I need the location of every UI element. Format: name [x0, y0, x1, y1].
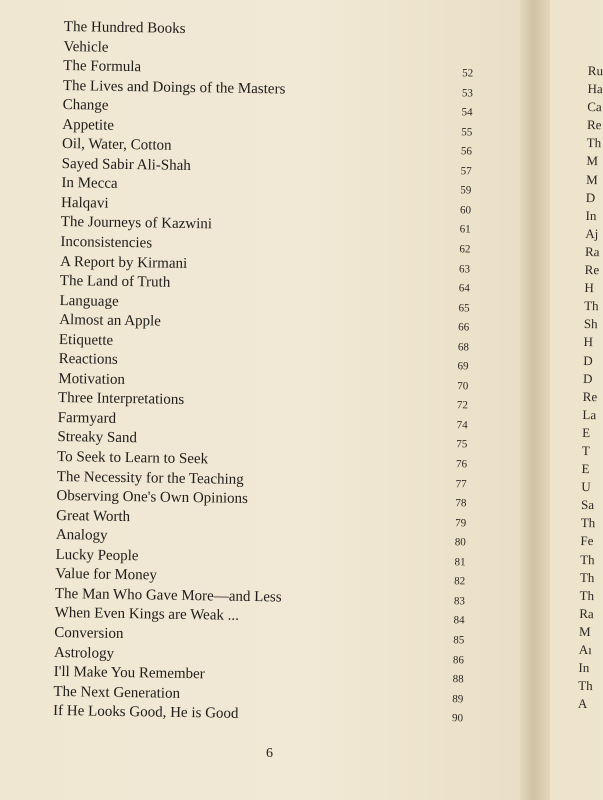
toc-entry-title: Motivation: [58, 370, 126, 388]
toc-entry-page: 64: [458, 282, 470, 295]
book-gutter: [520, 0, 550, 800]
toc-entry-page: 63: [459, 262, 471, 275]
right-page-line-fragment: Th: [579, 569, 595, 585]
right-page-line-fragment: M: [586, 153, 599, 169]
toc-entry-title: Streaky Sand: [57, 429, 138, 447]
toc-entry-page: 80: [454, 536, 466, 549]
right-page-line-fragment: Ha: [587, 81, 603, 97]
right-page-line-fragment: Th: [580, 551, 595, 567]
right-page-line-fragment: Ra: [584, 243, 600, 260]
toc-entry-page: 84: [453, 614, 465, 627]
right-page-line-fragment: M: [578, 623, 591, 640]
toc-entry-page: 56: [460, 145, 473, 158]
toc-entry-page: 68: [457, 340, 469, 354]
toc-entry-title: In Mecca: [61, 175, 118, 193]
toc-entry-title: To Seek to Learn to Seek: [56, 448, 209, 468]
toc-entry-page: 53: [461, 86, 473, 100]
toc-entry-page: 54: [461, 106, 473, 119]
right-page-line-fragment: U: [581, 479, 591, 495]
toc-entry-title: The Man Who Gave More—and Less: [54, 585, 282, 606]
toc-entry-page: 79: [455, 516, 467, 530]
right-page-line-fragment: Th: [580, 515, 596, 531]
right-page-line-fragment: In: [578, 660, 590, 676]
toc-entry-page: 69: [457, 360, 469, 373]
right-page-line-fragment: A: [577, 696, 588, 712]
toc-entry-page: 77: [455, 477, 467, 490]
toc-entry-title: Appetite: [62, 116, 115, 134]
toc-entry-page: 76: [455, 458, 468, 471]
right-page-line-fragment: Re: [582, 388, 598, 404]
toc-entry-title: Vehicle: [63, 38, 109, 56]
toc-entry-title: Oil, Water, Cotton: [61, 136, 172, 154]
toc-entry-page: 81: [454, 555, 466, 569]
toc-entry-title: Language: [59, 292, 119, 310]
toc-entry-title: The Land of Truth: [59, 273, 171, 291]
right-page-line-fragment: D: [583, 352, 593, 368]
right-page-line-fragment: E: [581, 461, 590, 477]
toc-entry-title: Change: [62, 97, 109, 114]
toc-entry-title: The Necessity for the Teaching: [56, 468, 244, 488]
toc-entry-title: The Formula: [63, 58, 142, 76]
right-page-line-fragment: Aj: [585, 225, 599, 242]
right-page-line-fragment: Th: [586, 135, 602, 151]
toc-entry-page: 74: [456, 419, 468, 432]
right-page-line-fragment: Re: [584, 262, 600, 278]
toc-entry-page: 88: [452, 673, 464, 686]
toc-entry-page: 60: [459, 204, 472, 217]
right-page-line-fragment: D: [585, 189, 596, 205]
toc-entry-page: 66: [458, 321, 470, 334]
right-page-line-fragment: Th: [584, 298, 599, 314]
toc-entry-page: 57: [460, 165, 472, 178]
toc-entry-title: Observing One's Own Opinions: [56, 488, 249, 508]
toc-entry-title: Sayed Sabir Ali-Shah: [61, 155, 191, 174]
toc-entry-title: Conversion: [54, 624, 124, 642]
right-page-line-fragment: Ra: [579, 605, 594, 621]
toc-entry-page: 75: [456, 438, 468, 451]
toc-entry-page: 55: [461, 125, 473, 139]
toc-entry-title: The Lives and Doings of the Masters: [62, 77, 286, 98]
toc-entry-title: Halqavi: [60, 194, 109, 212]
right-page-line-fragment: In: [585, 207, 597, 223]
toc-entry-page: 72: [456, 399, 469, 412]
right-page-line-fragment: Th: [578, 678, 593, 694]
toc-entry-title: Farmyard: [57, 409, 117, 427]
toc-entry-page: 65: [458, 301, 470, 315]
toc-entry-page: 90: [451, 712, 464, 725]
right-page-line-fragment: Ru: [587, 62, 603, 79]
toc-entry-title: If He Looks Good, He is Good: [52, 703, 239, 722]
toc-entry-title: Value for Money: [55, 566, 158, 584]
right-page-line-fragment: Ca: [587, 99, 602, 115]
toc-entry-title: Great Worth: [56, 507, 131, 525]
toc-entry-title: Astrology: [53, 644, 115, 662]
toc-entry-title: Etiquette: [58, 331, 114, 349]
toc-entry-title: Three Interpretations: [57, 390, 185, 409]
toc-entry-page: 70: [457, 380, 469, 393]
toc-entry-title: Analogy: [55, 527, 108, 544]
toc-entry-page: 62: [459, 243, 471, 256]
toc-entry-title: The Next Generation: [53, 683, 181, 702]
toc-entry-page: 59: [460, 184, 472, 197]
toc-entry-title: I'll Make You Remember: [53, 663, 205, 683]
toc-entry-title: Lucky People: [55, 546, 139, 565]
toc-entry-title: Inconsistencies: [60, 233, 153, 252]
toc-entry-page: 83: [453, 595, 465, 608]
toc-entry-title: When Even Kings are Weak ...: [54, 605, 240, 625]
right-page-line-fragment: Sh: [583, 316, 598, 332]
right-page-line-fragment: Th: [579, 587, 595, 603]
toc-entry-title: Almost an Apple: [59, 312, 162, 330]
toc-entry-title: A Report by Kirmani: [60, 253, 188, 272]
right-page-line-fragment: Fe: [580, 533, 594, 549]
right-page-line-fragment: E: [582, 424, 591, 440]
toc-entry-page: 86: [452, 653, 465, 666]
right-page-line-fragment: T: [581, 442, 590, 459]
right-page-line-fragment: Re: [586, 117, 602, 133]
right-page-line-fragment: Aı: [578, 641, 592, 658]
toc-entry-title: The Hundred Books: [63, 18, 186, 37]
right-page-line-fragment: La: [582, 406, 597, 422]
toc-entry-page: 89: [452, 692, 464, 705]
right-page-line-fragment: M: [586, 171, 598, 187]
right-page-fragments: [578, 62, 603, 714]
toc-entry-title: The Journeys of Kazwini: [60, 214, 213, 233]
toc-entry-page: 85: [453, 634, 465, 647]
right-page-line-fragment: Sa: [580, 497, 595, 513]
toc-entry-title: Reactions: [58, 351, 118, 369]
table-of-contents: [53, 18, 474, 728]
right-page-line-fragment: H: [584, 280, 594, 296]
page-number: 6: [266, 746, 273, 761]
right-page-line-fragment: H: [583, 334, 594, 350]
toc-entry-page: 78: [455, 497, 467, 510]
right-page-line-fragment: D: [582, 370, 593, 386]
toc-entry-page: 82: [454, 575, 466, 588]
toc-entry-page: 61: [459, 223, 471, 236]
toc-entry-page: 52: [462, 67, 474, 80]
right-page: [550, 0, 603, 800]
